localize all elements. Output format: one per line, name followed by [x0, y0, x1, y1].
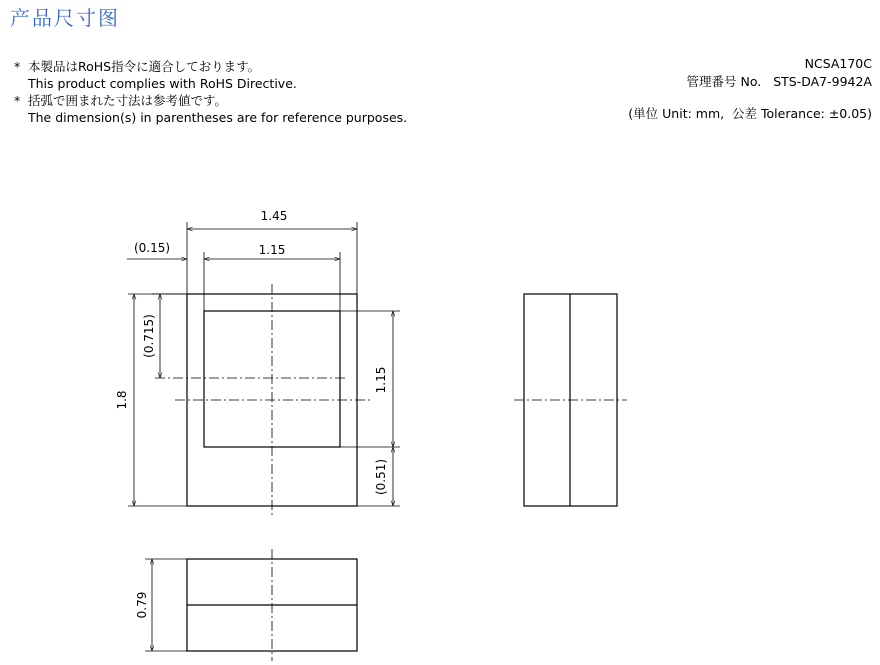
label-inner-width: 1.15 [258, 243, 286, 257]
label-bottom-offset: (0.51) [374, 458, 388, 496]
note-bullet: * [14, 59, 21, 74]
note-2-en: The dimension(s) in parentheses are for reference purposes. [28, 110, 408, 125]
page-title: 产品尺寸图 [10, 6, 120, 30]
label-overall-width: 1.45 [260, 209, 288, 223]
label-thickness: 0.79 [135, 591, 149, 619]
note-bullet: * [14, 93, 21, 108]
units-tolerance: (単位 Unit: mm, 公差 Tolerance: ±0.05) [628, 106, 872, 121]
model-number: NCSA170C [804, 56, 872, 71]
label-side-offset: (0.15) [133, 241, 171, 255]
label-inner-height: 1.15 [374, 366, 388, 394]
note-2-jp: 括弧で囲まれた寸法は参考値です。 [28, 93, 228, 108]
label-overall-height: 1.8 [115, 390, 129, 410]
management-label: 管理番号 No. [686, 74, 762, 89]
management-value: STS-DA7-9942A [773, 74, 872, 89]
label-top-offset: (0.715) [142, 314, 156, 358]
note-1-en: This product complies with RoHS Directive. [28, 76, 297, 91]
note-1-jp: 本製品はRoHS指令に適合しております。 [28, 59, 261, 74]
